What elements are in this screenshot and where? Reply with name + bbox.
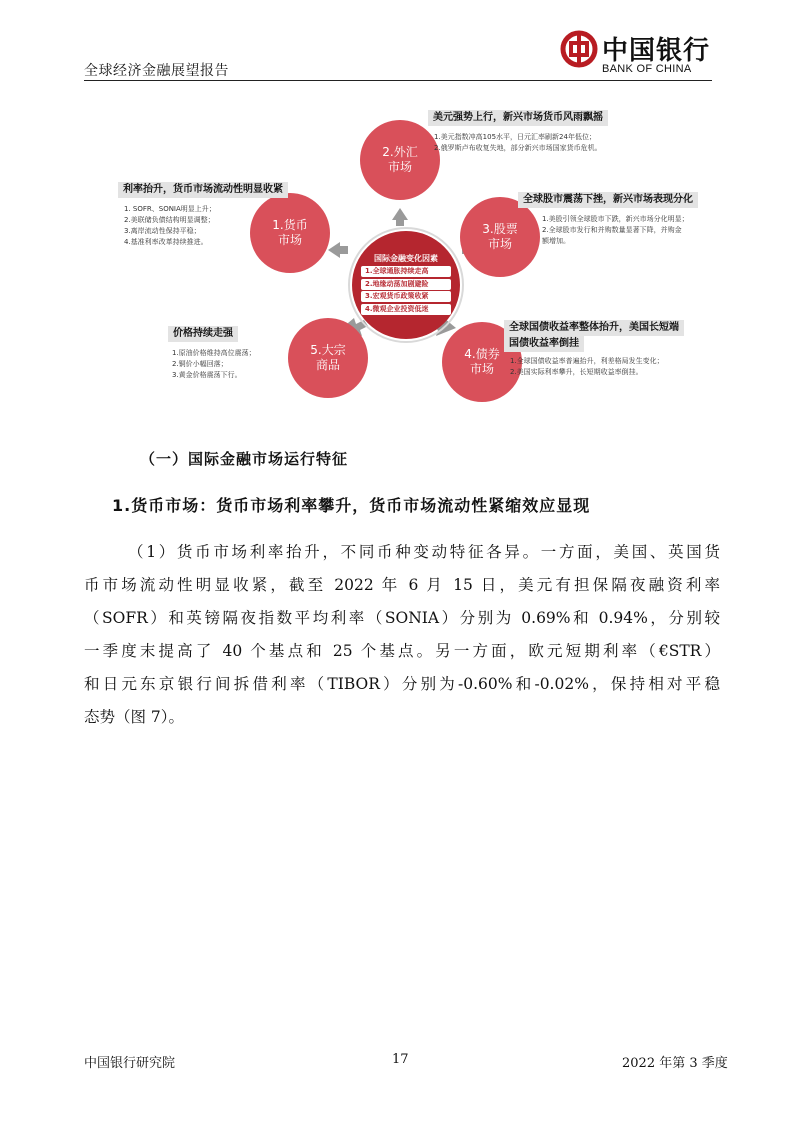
center-item: 2.地缘动荡加剧避险 [361, 279, 451, 290]
footer-institute: 中国银行研究院 [84, 1056, 176, 1071]
commodity-box-title: 价格持续走强 [168, 326, 238, 342]
bank-logo-icon [560, 30, 598, 68]
logo-english-name: BANK OF CHINA [602, 63, 692, 75]
center-item: 4.微观企业投资低迷 [361, 304, 451, 315]
fx-market-box-list [434, 132, 602, 154]
bond-market-box-title-2: 国债收益率倒挂 [504, 336, 584, 352]
commodity-num: 5.大宗 [310, 343, 346, 357]
money-market-box-list [124, 204, 216, 248]
stock-market-box-title: 全球股市震荡下挫，新兴市场表现分化 [518, 192, 698, 208]
box-line: 2.全球股市发行和并购数量显著下降，并购金 [542, 226, 682, 234]
paragraph-line: （SOFR）和英镑隔夜指数平均利率（SONIA）分别为 0.69%和 0.94%，分别较 [84, 609, 720, 627]
fx-market-num: 2.外汇 [382, 145, 418, 159]
bond-market-label [452, 347, 512, 377]
financial-factors-diagram [110, 100, 710, 410]
stock-market-label [470, 222, 530, 252]
commodity-sub: 商品 [315, 358, 340, 372]
box-line: 2.俄罗斯卢布收复失地，部分新兴市场国家货币危机。 [434, 144, 602, 152]
box-line: 1.全球国债收益率普遍抬升，利差格局发生变化； [510, 357, 664, 365]
box-line: 1. SOFR、SONIA明显上升； [124, 205, 216, 213]
bank-of-china-logo [560, 26, 720, 78]
stock-market-box-list [542, 214, 689, 247]
report-title: 全球经济金融展望报告 [84, 63, 229, 79]
bond-market-sub: 市场 [469, 362, 494, 376]
arrow-up-icon [392, 208, 408, 226]
box-line: 1.美股引领全球股市下跌，新兴市场分化明显； [542, 215, 689, 223]
box-line: 4.基准利率改革持续推进。 [124, 238, 208, 246]
logo-chinese-name: 中国银行 [602, 36, 711, 66]
header-divider [84, 80, 712, 81]
box-line: 2.美国实际利率攀升，长短期收益率倒挂。 [510, 368, 643, 376]
center-title: 国际金融变化因素 [374, 254, 438, 263]
bond-market-num: 4.债券 [464, 347, 500, 361]
section-heading: （一）国际金融市场运行特征 [140, 450, 349, 468]
footer-period: 2022 年第 3 季度 [622, 1056, 728, 1071]
stock-market-sub: 市场 [487, 237, 512, 251]
bond-market-box-title: 全球国债收益率整体抬升，美国长短端 [504, 320, 684, 336]
money-market-label [260, 218, 320, 248]
box-line: 3.离岸流动性保持平稳； [124, 227, 201, 235]
bond-market-box-list [510, 356, 664, 378]
commodity-box-list [172, 348, 256, 381]
box-line: 1.美元指数冲高105水平，日元汇率刷新24年低位； [434, 133, 596, 141]
stock-market-num: 3.股票 [482, 222, 518, 236]
paragraph-line: 一季度末提高了 40 个基点和 25 个基点。另一方面，欧元短期利率（€STR） [84, 642, 720, 660]
body-paragraph [84, 536, 720, 734]
fx-market-box-title: 美元强势上行，新兴市场货币风雨飘摇 [428, 110, 608, 126]
commodity-label [298, 343, 358, 373]
fx-market-label [370, 145, 430, 175]
sub-heading: 1.货币市场：货币市场利率攀升，货币市场流动性紧缩效应显现 [112, 496, 591, 515]
box-line: 额增加。 [542, 237, 570, 245]
box-line: 3.黄金价格震荡下行。 [172, 371, 242, 379]
money-market-box-title: 利率抬升，货币市场流动性明显收紧 [118, 182, 288, 198]
center-items [361, 266, 451, 316]
box-line: 1.原油价格维持高位震荡； [172, 349, 256, 357]
box-line: 2.铜价小幅回落； [172, 360, 228, 368]
box-line: 2.美联储负债结构明显调整； [124, 216, 215, 224]
page-number: 17 [392, 1052, 409, 1067]
paragraph-line: （1）货币市场利率抬升，不同币种变动特征各异。一方面，美国、英国货 [128, 543, 720, 561]
money-market-sub: 市场 [277, 233, 302, 247]
arrow-left-icon [328, 242, 348, 258]
fx-market-sub: 市场 [387, 160, 412, 174]
paragraph-line: 态势（图 7）。 [84, 708, 185, 726]
center-item: 1.全球通胀持续走高 [361, 266, 451, 277]
paragraph-line: 和日元东京银行间拆借利率（TIBOR）分别为-0.60%和-0.02%，保持相对平稳 [84, 675, 720, 693]
money-market-num: 1.货币 [272, 218, 308, 232]
center-item: 3.宏观货币政策收紧 [361, 291, 451, 302]
paragraph-line: 币市场流动性明显收紧，截至 2022 年 6 月 15 日，美元有担保隔夜融资利率 [84, 576, 720, 594]
